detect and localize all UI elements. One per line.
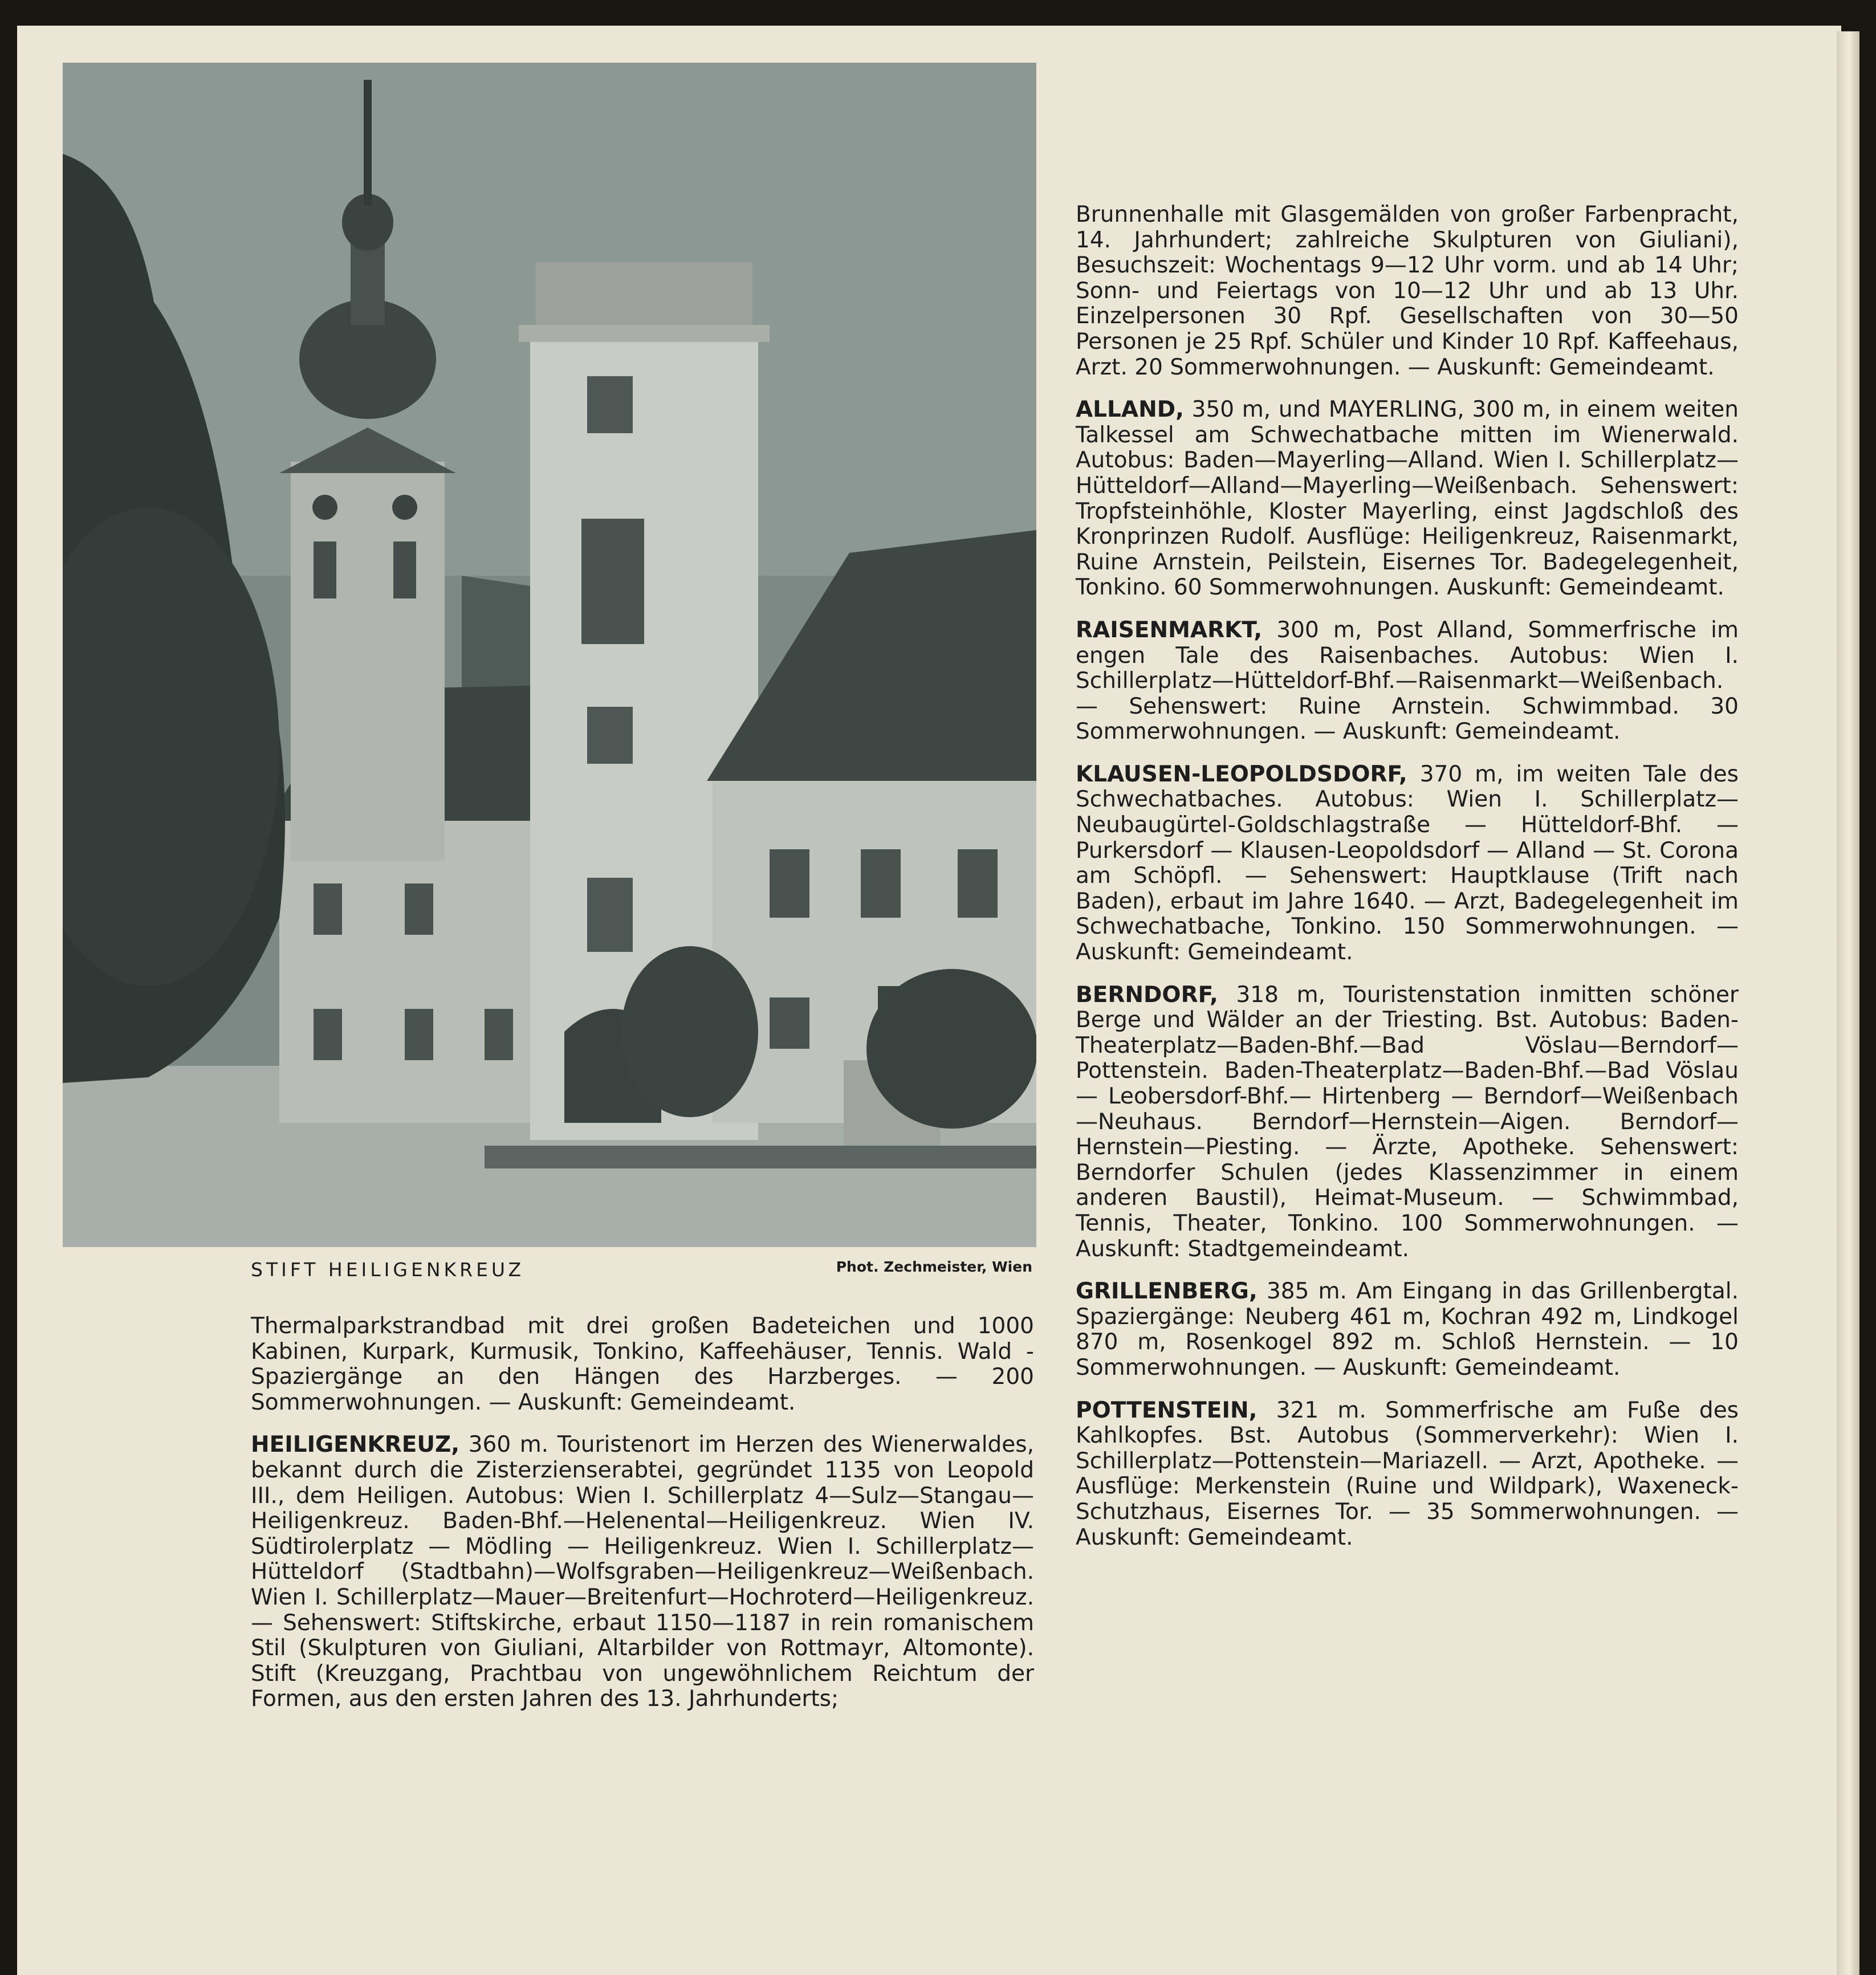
paragraph-raisenmarkt (1076, 618, 1739, 745)
paragraph-klausen-leopoldsdorf (1076, 762, 1739, 966)
page-gutter (1837, 31, 1859, 1975)
entry-heading: HEILIGENKREUZ, (251, 1432, 460, 1458)
paragraph-heiligenkreuz (251, 1432, 1034, 1712)
entry-heading: KLAUSEN-LEOPOLDSDORF, (1076, 761, 1407, 787)
entry-heading: BERNDORF, (1076, 982, 1218, 1008)
paragraph (251, 1314, 1034, 1415)
paragraph (1076, 202, 1739, 380)
photo-credit: Phot. Zechmeister, Wien (836, 1259, 1032, 1275)
text-column-right (1076, 202, 1739, 1567)
paragraph-alland (1076, 397, 1739, 601)
entry-heading: GRILLENBERG, (1076, 1278, 1258, 1305)
entry-text: 350 m, und MAYERLING, 300 m, in einem weiten Talkessel am Schwechatbache mitten im Wienerwald. Autobus: Baden—Mayerling—Alland. Wien I. Schillerplatz—Hütteldorf—Alland—Mayerling—Weißenbach. Sehenswert: Tropfsteinhöhle, Kloster Mayerling, einst Jagdschloß des Kronprinzen Rudolf. Ausflüge: Heiligenkreuz, Raisenmarkt, Ruine Arnstein, Peilstein, Eisernes Tor. Badegelegenheit, Tonkino. 60 Sommerwohnungen. Auskunft: Gemeindeamt. (1076, 397, 1739, 601)
entry-text: 321 m. Sommerfrische am Fuße des Kahlkopfes. Bst. Autobus (Sommerverkehr): Wien I. Schillerplatz—Pottenstein—Mariazell. — Arzt, Apotheke. — Ausflüge: Merkenstein (Ruine und Wildpark), Waxeneck-Schutzhaus, Eisernes Tor. — 35 Sommerwohnungen. — Auskunft: Gemeindeamt. (1076, 1397, 1739, 1550)
paragraph-pottenstein (1076, 1398, 1739, 1551)
entry-text: 370 m, im weiten Tale des Schwechatbaches. Autobus: Wien I. Schillerplatz—Neubaugürtel-Goldschlagstraße — Hütteldorf-Bhf. — Purkersdorf — Klausen-Leopoldsdorf — Alland — St. Corona am Schöpfl. — Sehenswert: Hauptklause (Trift nach Baden), erbaut im Jahre 1640. — Arzt, Badegelegenheit im Schwechatbache, Tonkino. 150 Sommerwohnungen. — Auskunft: Gemeindeamt. (1076, 761, 1739, 966)
paragraph-berndorf (1076, 983, 1739, 1263)
entry-text: 385 m. Am Eingang in das Grillenbergtal. Spaziergänge: Neuberg 461 m, Kochran 492 m, Lindkogel 870 m, Rosenkogel 892 m. Schloß Hernstein. — 10 Sommerwohnungen. — Auskunft: Gemeindeamt. (1076, 1278, 1739, 1381)
paragraph-grillenberg (1076, 1279, 1739, 1381)
entry-text: Brunnenhalle mit Glasgemälden von großer Farbenpracht, 14. Jahrhundert; zahlreiche Skulpturen von Giuliani), Besuchszeit: Wochentags 9—12 Uhr vorm. und ab 14 Uhr; Sonn- und Feiertags von 10—12 Uhr und ab 13 Uhr. Einzelpersonen 30 Rpf. Gesellschaften von 30—50 Personen je 25 Rpf. Schüler und Kinder 10 Rpf. Kaffeehaus, Arzt. 20 Sommerwohnungen. — Auskunft: Gemeindeamt. (1076, 202, 1739, 380)
entry-text: Thermalparkstrandbad mit drei großen Badeteichen und 1000 Kabinen, Kurpark, Kurmusik, Tonkino, Kaffeehäuser, Tennis. Wald - Spaziergänge an den Hängen des Harzberges. — 200 Sommerwohnungen. — Auskunft: Gemeindeamt. (251, 1313, 1034, 1415)
entry-heading: POTTENSTEIN, (1076, 1397, 1258, 1423)
text-column-left (251, 1314, 1034, 1729)
photo-caption: STIFT HEILIGENKREUZ (251, 1259, 525, 1281)
entry-text: 360 m. Touristenort im Herzen des Wienerwaldes, bekannt durch die Zisterzienserabtei, gegründet 1135 von Leopold III., dem Heiligen. Autobus: Wien I. Schillerplatz 4—Sulz—Stangau—Heiligenkreuz. Baden-Bhf.—Helenental—Heiligenkreuz. Wien IV. Südtirolerplatz — Mödling — Heiligenkreuz. Wien I. Schillerplatz—Hütteldorf (Stadtbahn)—Wolfsgraben—Heiligenkreuz—Weißenbach. Wien I. Schillerplatz—Mauer—Breitenfurt—Hochroterd—Heiligenkreuz. — Sehenswert: Stiftskirche, erbaut 1150—1187 in rein romanischem Stil (Skulpturen von Giuliani, Altarbilder von Rottmayr, Altomonte). Stift (Kreuzgang, Prachtbau von ungewöhnlichem Reichtum der Formen, aus den ersten Jahren des 13. Jahrhunderts; (251, 1432, 1034, 1712)
photograph-stift-heiligenkreuz (63, 63, 1036, 1247)
entry-heading: RAISENMARKT, (1076, 617, 1263, 643)
entry-text: 300 m, Post Alland, Sommerfrische im engen Tale des Raisenbaches. Autobus: Wien I. Schillerplatz—Hütteldorf-Bhf.—Raisenmarkt—Weißenbach. — Sehenswert: Ruine Arnstein. Schwimmbad. 30 Sommerwohnungen. — Auskunft: Gemeindeamt. (1076, 617, 1739, 745)
entry-text: 318 m, Touristenstation inmitten schöner Berge und Wälder an der Triesting. Bst. Autobus: Baden-Theaterplatz—Baden-Bhf.—Bad Vöslau—Berndorf—Pottenstein. Baden-Theaterplatz—Baden-Bhf.—Bad Vöslau — Leobersdorf-Bhf.— Hirtenberg — Berndorf—Weißenbach—Neuhaus. Berndorf—Hernstein—Aigen. Berndorf—Hernstein—Piesting. — Ärzte, Apotheke. Sehenswert: Berndorfer Schulen (jedes Klassenzimmer in einem anderen Baustil), Heimat-Museum. — Schwimmbad, Tennis, Theater, Tonkino. 100 Sommerwohnungen. — Auskunft: Stadtgemeindeamt. (1076, 982, 1739, 1262)
entry-heading: ALLAND, (1076, 397, 1184, 423)
